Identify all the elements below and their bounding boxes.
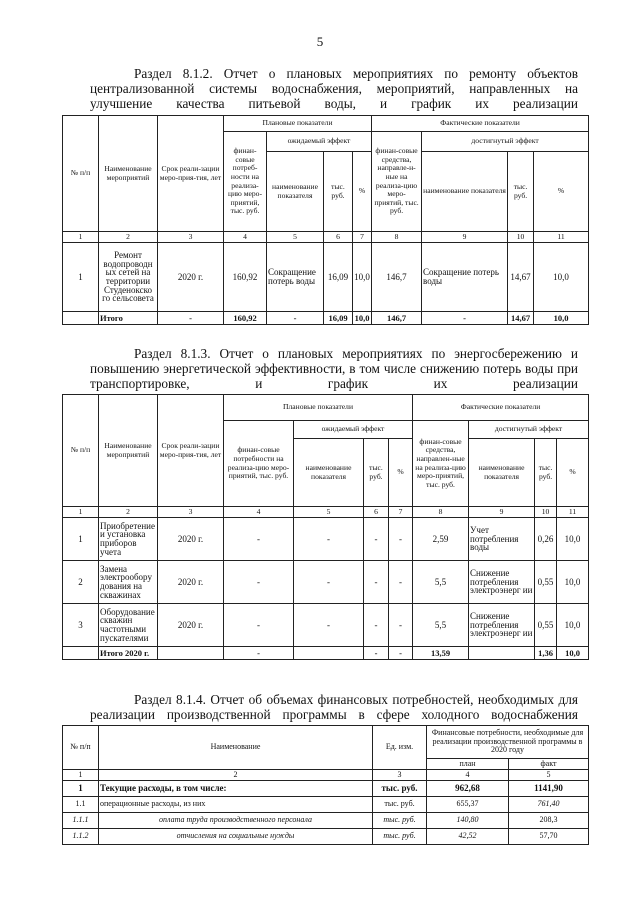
table-row xyxy=(63,781,589,797)
col-number: 7 xyxy=(389,507,413,518)
row-exp-name: Сокращение потерь воды xyxy=(267,243,324,312)
total-term xyxy=(158,647,224,660)
total-term: - xyxy=(158,312,224,325)
row-name: операционные расходы, из них xyxy=(99,797,373,813)
total-exp-name xyxy=(294,647,364,660)
total-exp-pct: - xyxy=(389,647,413,660)
header-plan: план xyxy=(427,759,509,770)
column-numbers-row xyxy=(63,507,589,518)
col-number: 8 xyxy=(372,232,422,243)
row-term: 2020 г. xyxy=(158,518,224,561)
total-exp-name: - xyxy=(267,312,324,325)
row-unit: тыс. руб. xyxy=(373,829,427,845)
row-ach-name: Учет потребления воды xyxy=(469,518,535,561)
page-number: 5 xyxy=(316,34,324,49)
row-fin-fact: 2,59 xyxy=(413,518,469,561)
total-ach-pct: 10,0 xyxy=(557,647,589,660)
col-number: 10 xyxy=(535,507,557,518)
row-fin-plan: - xyxy=(224,604,294,647)
row-plan: 42,52 xyxy=(427,829,509,845)
row-exp-rub: - xyxy=(364,561,389,604)
header-fin-fact: финан-совые средства, направлен-ные на реализа-цию меро-приятий, тыс. руб. xyxy=(413,421,469,507)
header-needs: Финансовые потребности, необходимые для реализации производственной программы в 2020 году xyxy=(427,726,589,759)
table-row xyxy=(63,518,589,561)
row-ach-pct: 10,0 xyxy=(534,243,589,312)
section-heading-8-1-4: Раздел 8.1.4. Отчет об объемах финансовых потребностей, необходимых для реализации производственной программы в сфере холодного водоснабжения xyxy=(90,692,578,722)
table-energy-measures xyxy=(62,394,589,660)
col-number: 8 xyxy=(413,507,469,518)
total-ach-name xyxy=(469,647,535,660)
row-name: Приобретение и установка приборов учета xyxy=(99,518,158,561)
row-term: 2020 г. xyxy=(158,561,224,604)
header-achieved: достигнутый эффект xyxy=(469,421,589,439)
total-fin-fact: 13,59 xyxy=(413,647,469,660)
header-term: Срок реали-зации меро-прия-тия, лет xyxy=(158,116,224,232)
col-number: 1 xyxy=(63,770,99,781)
header-ach-pct: % xyxy=(534,152,589,232)
header-plan: Плановые показатели xyxy=(224,116,372,132)
col-number: 5 xyxy=(267,232,324,243)
total-ach-pct: 10,0 xyxy=(534,312,589,325)
col-number: 3 xyxy=(158,507,224,518)
header-ach-rub: тыс. руб. xyxy=(535,439,557,507)
total-num-cell xyxy=(63,312,99,325)
row-term: 2020 г. xyxy=(158,243,224,312)
row-exp-pct: - xyxy=(389,561,413,604)
row-unit: тыс. руб. xyxy=(373,797,427,813)
table-row xyxy=(63,243,589,312)
header-exp-pct: % xyxy=(353,152,372,232)
row-fact: 1141,90 xyxy=(509,781,589,797)
row-plan: 655,37 xyxy=(427,797,509,813)
header-exp-rub: тыс. руб. xyxy=(364,439,389,507)
row-num: 1 xyxy=(63,781,99,797)
header-num: № п/п xyxy=(63,726,99,770)
row-num: 1 xyxy=(63,243,99,312)
row-fin-fact: 5,5 xyxy=(413,561,469,604)
row-fact: 57,70 xyxy=(509,829,589,845)
row-ach-pct: 10,0 xyxy=(557,518,589,561)
header-fact: Фактические показатели xyxy=(413,395,589,421)
row-ach-name: Снижение потребления электроэнерг ии xyxy=(469,604,535,647)
header-term: Срок реали-зации меро-прия-тия, лет xyxy=(158,395,224,507)
header-ach-name: наименование показателя xyxy=(422,152,508,232)
row-name: Замена электрообору дования на скважинах xyxy=(99,561,158,604)
row-fin-plan: - xyxy=(224,518,294,561)
col-number: 11 xyxy=(534,232,589,243)
total-row xyxy=(63,312,589,325)
header-fact: Фактические показатели xyxy=(372,116,589,132)
row-ach-name: Сокращение потерь воды xyxy=(422,243,508,312)
row-ach-name: Снижение потребления электроэнерг ии xyxy=(469,561,535,604)
row-exp-pct: 10,0 xyxy=(353,243,372,312)
row-unit: тыс. руб. xyxy=(373,781,427,797)
col-number: 2 xyxy=(99,770,373,781)
row-exp-rub: - xyxy=(364,518,389,561)
header-fact: факт xyxy=(509,759,589,770)
total-fin-fact: 146,7 xyxy=(372,312,422,325)
row-ach-rub: 0,55 xyxy=(535,604,557,647)
col-number: 6 xyxy=(364,507,389,518)
header-exp-name: наименование показателя xyxy=(294,439,364,507)
total-num-cell xyxy=(63,647,99,660)
header-plan: Плановые показатели xyxy=(224,395,413,421)
header-exp-rub: тыс. руб. xyxy=(324,152,353,232)
header-achieved: достигнутый эффект xyxy=(422,132,589,152)
col-number: 10 xyxy=(508,232,534,243)
header-fin-fact: финан-совые средства, направле-н-ные на реализа-цию меро-приятий, тыс. руб. xyxy=(372,132,422,232)
header-expected: ожидаемый эффект xyxy=(294,421,413,439)
row-exp-name: - xyxy=(294,604,364,647)
row-exp-name: - xyxy=(294,561,364,604)
col-number: 9 xyxy=(469,507,535,518)
table-row xyxy=(63,561,589,604)
col-number: 2 xyxy=(99,232,158,243)
header-num: № п/п xyxy=(63,395,99,507)
header-fin-plan: финан-совые потреб-ности на реализа-цию меро-приятий, тыс. руб. xyxy=(224,132,267,232)
total-exp-pct: 10,0 xyxy=(353,312,372,325)
row-ach-pct: 10,0 xyxy=(557,604,589,647)
header-name: Наименование xyxy=(99,726,373,770)
row-fin-fact: 146,7 xyxy=(372,243,422,312)
row-ach-rub: 0,26 xyxy=(535,518,557,561)
row-exp-rub: - xyxy=(364,604,389,647)
col-number: 6 xyxy=(324,232,353,243)
header-fin-plan: финан-совые потребности на реализа-цию меро-приятий, тыс. руб. xyxy=(224,421,294,507)
col-number: 3 xyxy=(158,232,224,243)
row-name: Оборудование скважин частотными пускателями xyxy=(99,604,158,647)
table-row xyxy=(63,813,589,829)
table-repair-measures xyxy=(62,115,589,325)
row-num: 1.1 xyxy=(63,797,99,813)
col-number: 5 xyxy=(294,507,364,518)
col-number: 2 xyxy=(99,507,158,518)
total-ach-rub: 14,67 xyxy=(508,312,534,325)
column-numbers-row xyxy=(63,770,589,781)
row-fact: 208,3 xyxy=(509,813,589,829)
total-fin-plan: 160,92 xyxy=(224,312,267,325)
header-ach-name: наименование показателя xyxy=(469,439,535,507)
header-exp-pct: % xyxy=(389,439,413,507)
col-number: 1 xyxy=(63,232,99,243)
row-name: Текущие расходы, в том числе: xyxy=(99,781,373,797)
row-term: 2020 г. xyxy=(158,604,224,647)
row-ach-rub: 14,67 xyxy=(508,243,534,312)
row-name: Ремонт водопроводн ых сетей на территории Студенокско го сельсовета xyxy=(99,243,158,312)
section-heading-8-1-2: Раздел 8.1.2. Отчет о плановых мероприятиях по ремонту объектов централизованной системы водоснабжения, мероприятий, направленных на улучшение качества питьевой воды, и график их реализации xyxy=(90,66,578,111)
table-row xyxy=(63,829,589,845)
total-name: Итого xyxy=(99,312,158,325)
total-ach-rub: 1,36 xyxy=(535,647,557,660)
col-number: 3 xyxy=(373,770,427,781)
row-num: 3 xyxy=(63,604,99,647)
header-num: № п/п xyxy=(63,116,99,232)
row-fin-plan: 160,92 xyxy=(224,243,267,312)
row-num: 2 xyxy=(63,561,99,604)
row-ach-pct: 10,0 xyxy=(557,561,589,604)
row-unit: тыс. руб. xyxy=(373,813,427,829)
header-ach-rub: тыс. руб. xyxy=(508,152,534,232)
header-name: Наименование мероприятий xyxy=(99,395,158,507)
row-exp-pct: - xyxy=(389,518,413,561)
section-heading-8-1-3: Раздел 8.1.3. Отчет о плановых мероприятиях по энергосбережению и повышению энергетической эффективности, в том числе снижению потерь воды при транспортировке, и график их реализации xyxy=(90,346,578,391)
table-financial-needs xyxy=(62,725,589,845)
row-num: 1.1.1 xyxy=(63,813,99,829)
row-fin-fact: 5,5 xyxy=(413,604,469,647)
col-number: 7 xyxy=(353,232,372,243)
row-num: 1.1.2 xyxy=(63,829,99,845)
column-numbers-row xyxy=(63,232,589,243)
total-ach-name: - xyxy=(422,312,508,325)
row-name: отчисления на социальные нужды xyxy=(99,829,373,845)
header-name: Наименование мероприятий xyxy=(99,116,158,232)
table-row xyxy=(63,797,589,813)
col-number: 11 xyxy=(557,507,589,518)
row-ach-rub: 0,55 xyxy=(535,561,557,604)
row-fin-plan: - xyxy=(224,561,294,604)
col-number: 1 xyxy=(63,507,99,518)
table-row xyxy=(63,604,589,647)
row-exp-pct: - xyxy=(389,604,413,647)
header-ach-pct: % xyxy=(557,439,589,507)
col-number: 5 xyxy=(509,770,589,781)
row-plan: 962,68 xyxy=(427,781,509,797)
total-row xyxy=(63,647,589,660)
total-exp-rub: 16,09 xyxy=(324,312,353,325)
col-number: 4 xyxy=(224,507,294,518)
header-unit: Ед. изм. xyxy=(373,726,427,770)
row-exp-rub: 16,09 xyxy=(324,243,353,312)
header-expected: ожидаемый эффект xyxy=(267,132,372,152)
row-num: 1 xyxy=(63,518,99,561)
row-name: оплата труда производственного персонала xyxy=(99,813,373,829)
row-fact: 761,40 xyxy=(509,797,589,813)
total-name: Итого 2020 г. xyxy=(99,647,158,660)
row-exp-name: - xyxy=(294,518,364,561)
col-number: 9 xyxy=(422,232,508,243)
header-exp-name: наименование показателя xyxy=(267,152,324,232)
col-number: 4 xyxy=(427,770,509,781)
total-exp-rub: - xyxy=(364,647,389,660)
col-number: 4 xyxy=(224,232,267,243)
total-fin-plan: - xyxy=(224,647,294,660)
row-plan: 140,80 xyxy=(427,813,509,829)
